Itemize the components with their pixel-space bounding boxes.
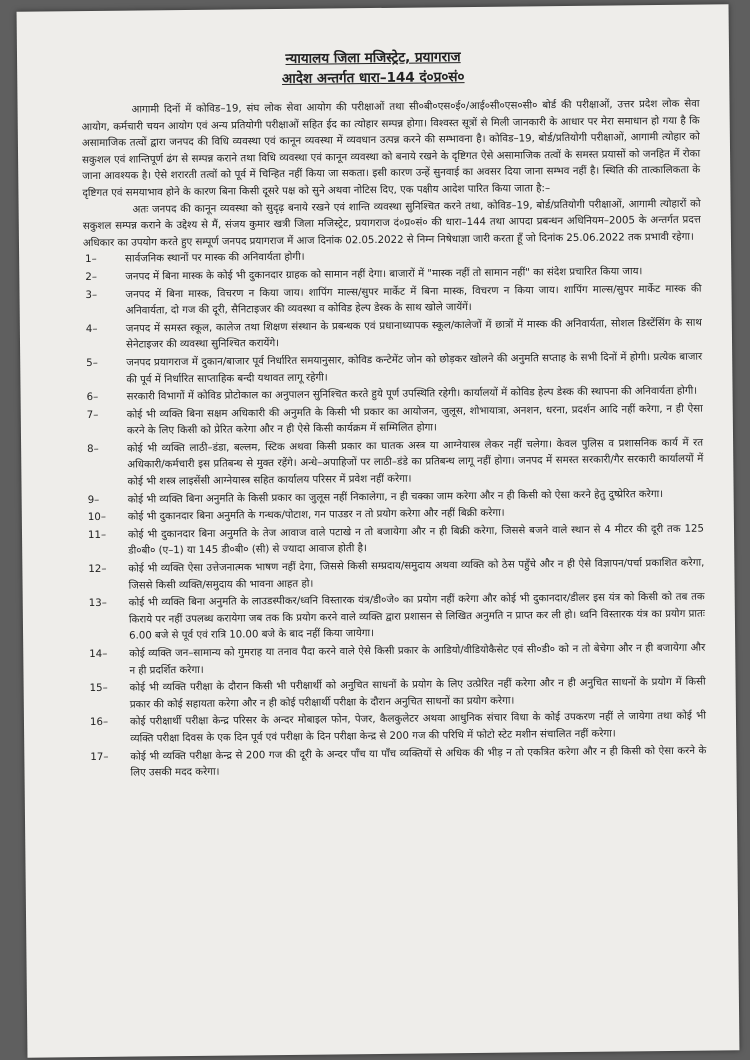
court-title: न्यायालय जिला मजिस्ट्रेट, प्रयागराज (285, 49, 461, 67)
order-number: 17– (90, 751, 109, 763)
order-number: 2– (85, 271, 97, 283)
order-item (88, 743, 706, 783)
order-text: कोई भी दुकानदार बिना अनुमति के तेज आवाज वाले पटाखे न तो बजायेगा और न ही बिक्री करेगा, जिससे बजने वाले स्थान से 4 मीटर की दूरी तक 125 डी०बी० (ए–1) या 145 डी०बी० (सी) से ज्यादा आवाज होती है। (127, 523, 705, 558)
order-item (85, 435, 703, 491)
order-text: जनपद में समस्त स्कूल, कालेज तथा शिक्षण संस्थान के प्रबन्धक एवं प्रधानाध्यापक स्कूल/कालेजों में छात्रों में मास्क की अनिवार्यता, सोशल डिस्टेंसिंग के साथ सेनेटाइजर की व्यवस्था सुनिश्चित करायेंगे। (125, 317, 702, 351)
order-text: जनपद में बिना मास्क, विचरण न किया जाय। शापिंग माल्स/सुपर मार्केट में बिना मास्क, विचरण न किया जाय। शापिंग माल्स/सुपर मार्केट मास्क की अनिवार्यता, दो गज की दूरी, सैनिटाइजर की व्यवस्था व कोविड हेल्प डेस्क के साथ खोले जायेंगें। (125, 283, 702, 317)
order-text: कोई व्यक्ति जन–सामान्य को गुमराह या तनाव पैदा करने वाले ऐसे किसी प्रकार के आडियो/वीडियोकैसेट एवं सी०डी० को न तो बेचेगा और न ही बजायेगा और न ही प्रदर्शित करेगा। (129, 642, 706, 677)
order-number: 11– (87, 529, 107, 541)
order-text: कोई भी दुकानदार बिना अनुमति के गन्धक/पोटाश, गन पाउडर न तो प्रयोग करेगा और नहीं बिक्री करेगा। (127, 507, 505, 523)
order-text: जनपद प्रयागराज में दुकान/बाजार पूर्व निर्धारित समयानुसार, कोविड कन्टेमेंट जोन को छोड़कर खोलने की अनुमति सप्ताह के सभी दिनों में होगी। प्रत्येक बाजार की पूर्व में निर्धारित साप्ताहिक बन्दी यथावत लागू रहेगी। (126, 351, 703, 386)
order-item (84, 315, 702, 355)
order-number: 5– (86, 357, 98, 369)
document-body (17, 84, 736, 783)
order-item (85, 401, 703, 441)
order-number: 8– (87, 443, 99, 455)
order-number: 7– (86, 409, 99, 421)
order-title: आदेश अन्तर्गत धारा–144 दं०प्र०सं० (281, 69, 465, 87)
order-number: 13– (88, 598, 107, 610)
order-number: 12– (88, 563, 107, 576)
order-item (87, 590, 705, 646)
order-number: 6– (86, 392, 99, 404)
intro-paragraph: आगामी दिनों में कोविड–19, संघ लोक सेवा आयोग की परीक्षाओं तथा सी०बी०एस०ई०/आई०सी०एस०सी० बोर्ड की परीक्षाओं, उत्तर प्रदेश लोक सेवा आयोग, कर्मचारी चयन आयोग एवं अन्य प्रतियोगी परीक्षाओं सहित ईद का त्योहार सम्पन्न होगा। विश्वस्त सूत्रों से मिली जानकारी के आधार पर मेरा समाधान हो गया है कि असामाजिक तत्वों द्वारा जनपद की विधि व्यवस्था एवं कानून व्यवस्था में व्यवधान उत्पन्न करने की सम्भावना है। कोविड–19, बोर्ड/प्रतियोगी परीक्षाओं, आगामी त्योहार को सकुशल एवं शान्तिपूर्ण ढंग से सम्पन्न कराने तथा विधि व्यवस्था एवं कानून व्यवस्था को बनाये रखने के दृष्टिगत ऐसे असामाजिक तत्वों के समस्त प्रयासों को जनहित में रोका जाना आवश्यक है। ऐसे शरारती तत्वों को पूर्व में चिन्हित नहीं किया जा सकता। इसी कारण उन्हें सुनवाई का अवसर दिया जाना सम्भव नहीं है। स्थिति की तात्कालिकता के दृष्टिगत एवं समयाभाव होने के कारण बिना किसी दूसरे पक्ष को सुने अथवा नोटिस दिए, एक पक्षीय आदेश पारित किया जाता है:– (81, 98, 701, 200)
orders-list (83, 246, 707, 783)
order-item (88, 675, 706, 715)
order-text: कोई भी व्यक्ति बिना अनुमति के किसी प्रकार का जुलूस नहीं निकालेगा, न ही चक्का जाम करेगा और न ही किसी को ऐसा करने हेतु दुष्प्रेरित करेगा। (127, 488, 664, 506)
order-text: कोई परीक्षार्थी परीक्षा केन्द्र परिसर के अन्दर मोबाइल फोन, पेजर, कैलकुलेटर अथवा आधुनिक संचार विधा के कोई उपकरण नहीं ले जायेगा तथा कोई भी व्यक्ति परीक्षा दिवस के एक दिन पूर्व एवं परीक्षा के दिन परीक्षा केन्द्र से 200 गज की परिधि में फोटो स्टेट मशीन संचालित नहीं करेगा। (129, 710, 707, 745)
order-text: कोई भी व्यक्ति बिना अनुमति के लाउडस्पीकर/ध्वनि विस्तारक यंत्र/डी०जे० का प्रयोग नहीं करेगा और कोई भी दुकानदार/डीलर इस यंत्र को किसी को तब तक किराये पर नहीं उपलब्ध करायेगा जब तक कि प्रयोग करने वाले व्यक्ति द्वारा प्रशासन से लिखित अनुमति न प्राप्त कर ली हो। ध्वनि विस्तारक यंत्र का प्रयोग प्रातः 6.00 बजे से पूर्व एवं रात्रि 10.00 बजे के बाद नहीं किया जायेगा। (128, 591, 705, 643)
order-number: 3– (85, 289, 98, 301)
order-number: 9– (87, 494, 100, 506)
order-number: 4– (85, 323, 98, 335)
order-number: 16– (89, 717, 109, 729)
order-item (86, 556, 704, 596)
document-page (17, 4, 740, 1057)
order-item (88, 709, 706, 749)
order-item (86, 521, 704, 561)
order-number: 1– (85, 254, 97, 266)
order-number: 14– (89, 648, 108, 661)
order-text: जनपद में बिना मास्क के कोई भी दुकानदार ग्राहक को सामान नहीं देगा। बाजारों में "मास्क नहीं तो सामान नहीं" का संदेश प्रचारित किया जाय। (125, 266, 643, 283)
order-item (87, 641, 705, 681)
order-number: 15– (89, 683, 108, 695)
order-text: सार्वजनिक स्थानों पर मास्क की अनिवार्यता होगी। (125, 252, 305, 265)
order-number: 10– (87, 512, 106, 524)
order-text: कोई भी व्यक्ति परीक्षा केन्द्र से 200 गज की दूरी के अन्दर पाँच या पाँच व्यक्तियों से अधिक की भीड़ न तो एकत्रित करेगा और न ही किसी को ऐसा करने के लिए उसकी मदद करेगा। (130, 745, 707, 779)
order-text: कोई भी व्यक्ति लाठी–डंडा, बल्लम, स्टिक अथवा किसी प्रकार का घातक अस्त्र या आग्नेयास्त्र लेकर नहीं चलेगा। केवल पुलिस व प्रशासनिक कार्य में रत अधिकारी/कर्मचारी इस प्रतिबन्ध से मुक्त रहेंगे। अन्धे–अपाहिजों पर लाठी–डंडे का प्रतिबन्ध लागू नहीं होगा। जनपद में समस्त सरकारी/गैर सरकारी कार्यालयों में कोई भी शस्त्र लाइसेंसी आग्नेयास्त्र सहित कार्यालय परिसर में प्रवेश नहीं करेगा। (127, 437, 704, 488)
order-item (83, 281, 701, 321)
order-intro-paragraph: अतः जनपद की कानून व्यवस्था को सुदृढ़ बनाये रखने एवं शान्ति व्यवस्था सुनिश्चित करने तथा, कोविड–19, बोर्ड/प्रतियोगी परीक्षाओं, आगामी त्योहारों को सकुशल सम्पन्न कराने के उद्देश्य से मैं, संजय कुमार खत्री जिला मजिस्ट्रेट, प्रयागराज दं०प्र०सं० की धारा–144 तथा आपदा प्रबन्धन अधिनियम–2005 के अन्तर्गत प्रदत्त अधिकार का उपयोग करते हुए सम्पूर्ण जनपद प्रयागराज में आज दिनांक 02.05.2022 से निम्न निषेधाज्ञा जारी करता हूँ जो दिनांक 25.06.2022 तक प्रभावी रहेगा। (82, 198, 701, 249)
order-text: कोई भी व्यक्ति ऐसा उत्तेजनात्मक भाषण नहीं देगा, जिससे किसी सम्प्रदाय/समुदाय अथवा व्यक्ति को ठेस पहुँचे और न ही ऐसे विज्ञापन/पर्चा प्रकाशित करेगा, जिससे किसी व्यक्ति/समुदाय की भावना आहत हो। (128, 557, 705, 592)
order-text: कोई भी व्यक्ति बिना सक्षम अधिकारी की अनुमति के किसी भी प्रकार का आयोजन, जुलूस, शोभायात्रा, अनशन, धरना, प्रदर्शन आदि नहीं करेगा, न ही ऐसा करने के लिए किसी को प्रेरित करेगा और न ही ऐसे किसी कार्यक्रम में सम्मिलित होगा। (126, 403, 703, 437)
order-text: सरकारी विभागों में कोविड प्रोटोकाल का अनुपालन सुनिश्चित करते हुये पूर्ण उपस्थिति रहेगी। कार्यालयों में कोविड हेल्प डेस्क की स्थापना की अनिवार्यता होगी। (126, 385, 698, 403)
order-item (84, 350, 702, 390)
order-text: कोई भी व्यक्ति परीक्षा के दौरान किसी भी परीक्षार्थी को अनुचित साधनों के प्रयोग के लिए उत्प्रेरित नहीं करेगा और न ही अनुचित साधनों के प्रयोग में किसी प्रकार की कोई सहायता करेगा और न ही कोई परीक्षार्थी परीक्षा के दौरान अनुचित साधनों का प्रयोग करेगा। (129, 676, 706, 711)
